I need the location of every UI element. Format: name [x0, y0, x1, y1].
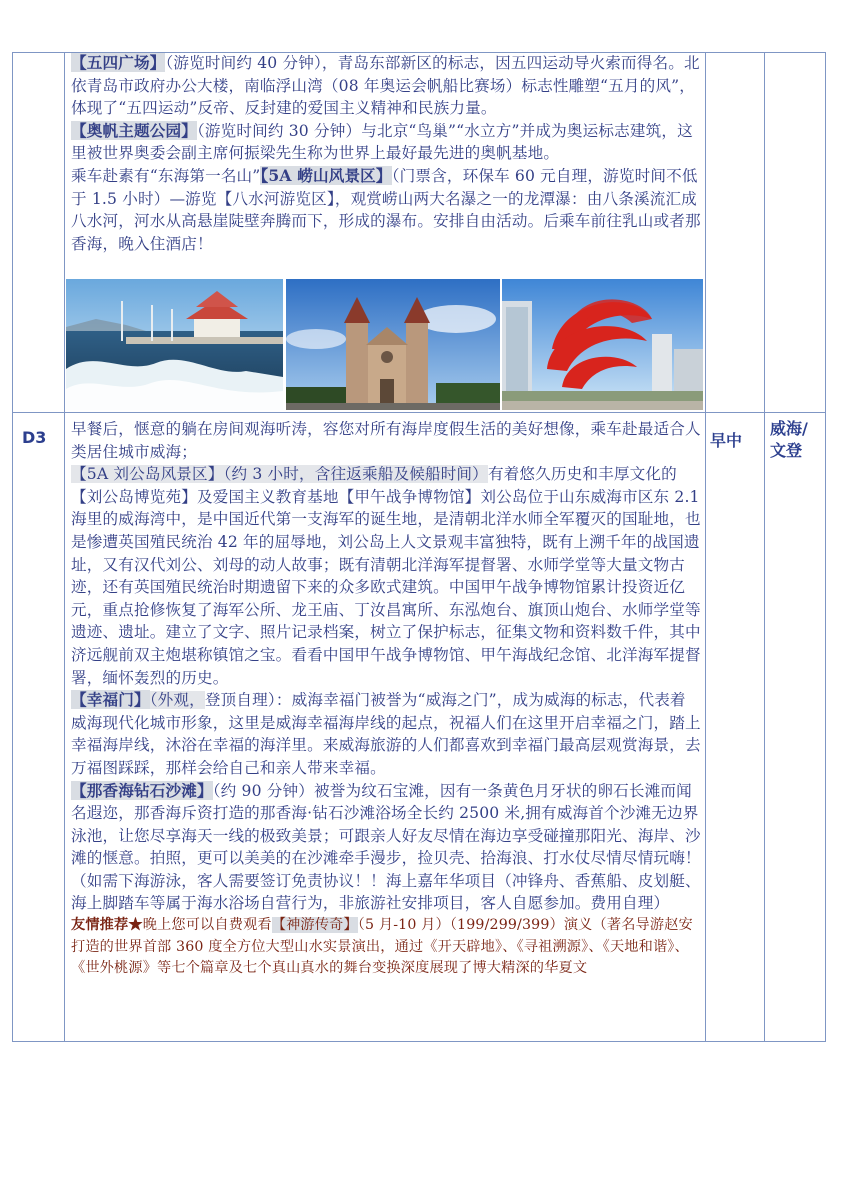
- stay-label: [770, 418, 820, 462]
- laoshan-paragraph: [71, 165, 701, 255]
- xingfu-sub: （外观，: [149, 691, 205, 710]
- row1-meal-cell: [705, 52, 765, 413]
- wusi-square-paragraph: [71, 52, 701, 120]
- recommend-before: 晚上您可以自费观看: [142, 917, 272, 934]
- wusi-square-text: （游览时间约 40 分钟），青岛东部新区的标志，因五四运动导火索而得名。北依青岛市政府办公大楼，南临浮山湾（08 年奥运会帆船比赛场）标志性雕塑“五月的风”，体现了“五四运动”反帝、反封建的爱国主义精神和民族力量。: [71, 54, 700, 118]
- row2-meal-cell: [705, 412, 765, 1042]
- xingfu-title: 【幸福门】: [71, 690, 150, 710]
- recommend-show: 【神游传奇】: [271, 917, 358, 934]
- row2-stay-cell: [764, 412, 826, 1042]
- meals-label: 早中: [710, 431, 743, 450]
- liugong-title: 【5A 刘公岛风景区】（约 3 小时，含往返乘船及候船时间）: [71, 465, 488, 484]
- olympic-sailing-title: 【奥帆主题公园】: [71, 120, 197, 140]
- naxianghai-title: 【那香海钻石沙滩】: [71, 780, 213, 800]
- day-label: D3: [22, 428, 47, 447]
- stay-text: 威海/文登: [770, 419, 808, 460]
- row2-text-block: [71, 418, 701, 980]
- may-wind-sculpture-photo: [502, 279, 703, 410]
- xingfu-paragraph: [71, 689, 701, 779]
- row1-day-cell: [12, 52, 65, 413]
- recommend-paragraph: [71, 915, 701, 980]
- church-photo: [286, 279, 500, 410]
- d3-intro: 早餐后，惬意的躺在房间观海听涛，容您对所有海岸度假生活的美好想像，乘车赴最适合人类居住城市威海；: [71, 420, 701, 461]
- row1-text-block: [71, 52, 701, 255]
- naxianghai-paragraph: [71, 780, 701, 916]
- naxianghai-text: （约 90 分钟）被誉为纹石宝滩，因有一条黄色月牙状的卵石长滩而闻名遐迩，那香海斥资打造的那香海·钻石沙滩浴场全长约 2500 米,拥有威海首个沙滩无边界泳池，让您尽享海天一线的极致美景；可跟亲人好友尽情在海边享受碰撞那阳光、海岸、沙滩的惬意。拍照，更可以美美的在沙滩牵手漫步，捡贝壳、拾海浪、打水仗尽情尽情玩嗨！（如需下海游泳，客人需要签订免责协议！！海上嘉年华项目（冲锋舟、香蕉船、皮划艇、海上脚踏车等属于海水浴场自营行为，非旅游社安排项目，客人自愿参加。费用自理）: [71, 781, 701, 913]
- wusi-square-title: 【五四广场】: [71, 53, 166, 72]
- recommend-label: 友情推荐★: [71, 917, 143, 934]
- olympic-sailing-text: （游览时间约 30 分钟）与北京“鸟巢”“水立方”并成为奥运标志建筑，这里被世界奥委会副主席何振梁先生称为世界上最好最先进的奥帆基地。: [71, 121, 693, 163]
- laoshan-intro: 乘车赴素有“东海第一名山”: [71, 166, 261, 185]
- xingfu-text: 登顶自理）：威海幸福门被誉为“威海之门”，成为威海的标志，代表着威海现代化城市形象，这里是威海幸福海岸线的起点，祝福人们在这里开启幸福之门，踏上幸福海岸线，沐浴在幸福的海洋里。来威海旅游的人们都喜欢到幸福门最高层观赏海景，去万福图踩踩，那样会给自己和亲人带来幸福。: [71, 691, 701, 777]
- recommend-text: （5 月-10 月）（199/299/399）演义（著名导游赵安打造的世界首部 360 度全方位大型山水实景演出，通过《开天辟地》、《寻祖溯源》、《天地和谐》、《世外桃源》等七个篇章及七个真山真水的舞台变换深度展现了博大精深的华夏文: [71, 917, 693, 977]
- laoshan-title: 【5A 崂山风景区】: [260, 165, 392, 185]
- liugong-paragraph: [71, 463, 701, 689]
- olympic-sailing-paragraph: [71, 120, 701, 165]
- liugong-text: 有着悠久历史和丰厚文化的【刘公岛博览苑】及爱国主义教育基地【甲午战争博物馆】刘公岛位于山东威海市区东 2.1 海里的威海湾中，是中国近代第一支海军的诞生地，是清朝北洋水师全军覆灭的国耻地，也是惨遭英国殖民统治 42 年的屈辱地，刘公岛上人文景观丰富独特，既有上溯千年的战国遗址，又有汉代刘公、刘母的动人故事；既有清朝北洋海军提督署、水师学堂等大量文物古迹，还有英国殖民统治时期遗留下来的众多欧式建筑。中国甲午战争博物馆累计投资近亿元，重点抢修恢复了海军公所、龙王庙、丁汝昌寓所、东泓炮台、旗顶山炮台、水师学堂等遗迹、遗址。建立了文字、照片记录档案，树立了保护标志，征集文物和资料数千件，其中济远舰前双主炮堪称镇馆之宝。看看中国甲午战争博物馆、甲午海战纪念馆、北洋海军提督署，缅怀轰烈的历史。: [71, 465, 701, 687]
- pier-pavilion-photo: [66, 279, 283, 410]
- row1-stay-cell: [764, 52, 826, 413]
- laoshan-text: （门票含，环保车 60 元自理，游览时间不低于 1.5 小时）—游览【八水河游览区】，观赏崂山两大名瀑之一的龙潭瀑：由八条溪流汇成八水河，河水从高悬崖陡壁奔腾而下，形成的瀑布。安排自由活动。后乘车前往乳山或者那香海，晚入住酒店！: [71, 166, 701, 253]
- row2-day-cell: [12, 412, 65, 1042]
